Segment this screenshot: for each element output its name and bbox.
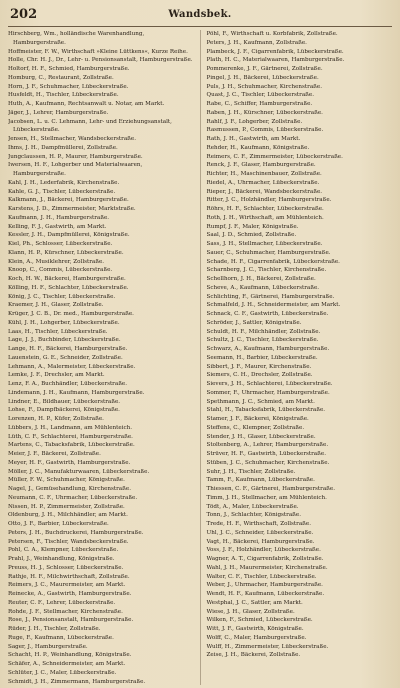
directory-entry: Wendt, H. F., Kaufmann, Lübeckerstraße. xyxy=(206,591,325,597)
directory-entry: Lemke, J. F., Drechsler, am Markt. xyxy=(8,372,105,379)
directory-entry: Wiese, J. H., Glaser, Zollstraße. xyxy=(206,608,295,615)
directory-entry: Seemann, H., Barbier, Lübeckerstraße. xyxy=(206,354,318,361)
directory-entry: Rose, J., Pensionsanstalt, Hamburgerstraße. xyxy=(8,617,134,624)
directory-entry: Kraemer, J. H., Glaser, Zollstraße. xyxy=(8,302,104,309)
directory-entry: Hirschberg, Wm., holländische Warenhandlung, Hamburgerstraße. xyxy=(8,31,145,46)
directory-entry: König, J. C., Tischler, Lübeckerstraße. xyxy=(8,293,116,300)
directory-entry: Jacobsen, L. u. C. Lehmann, Lehr- und Erziehungsanstalt, Lübeckerstraße. xyxy=(8,118,172,134)
directory-entry: Wagner, A. T., Cigarrenfabrik, Zollstraße. xyxy=(206,556,324,562)
directory-entry: Schmalfeld, J. H., Schneidermeister, am Markt. xyxy=(206,302,341,309)
directory-entry: Rabe, C., Schiffer, Hamburgerstraße. xyxy=(206,101,313,107)
directory-entry: Scheve, A., Kaufmann, Lübeckerstraße. xyxy=(206,284,320,291)
directory-entry: Rath, J. H., Gastwirth, am Markt. xyxy=(206,136,301,142)
directory-entry: Sievers, J. H., Schlachterei, Lübeckerstraße. xyxy=(206,381,333,387)
directory-entry: Kiel, Ph., Schlosser, Lübeckerstraße. xyxy=(8,241,113,247)
directory-entry: Krüger, J. C. B., Dr. med., Hamburgerstraße. xyxy=(8,311,134,317)
directory-entry: Renck, J. F., Glaser, Hamburgerstraße. xyxy=(206,162,316,169)
directory-entry: Müller, F. W., Schuhmacher, Königstraße. xyxy=(8,477,125,484)
directory-entry: Schlichting, F., Gärtnerei, Hamburgerstraße. xyxy=(206,293,335,300)
directory-entry: Schlüter, J. C., Maler, Lübeckerstraße. xyxy=(8,669,117,676)
directory-entry: Wilken, F., Schmied, Lübeckerstraße. xyxy=(206,617,313,624)
column-divider xyxy=(200,30,201,685)
directory-entry: Stender, J. H., Glaser, Lübeckerstraße. xyxy=(206,433,316,440)
directory-entry: Schmidt, J. H., Zimmermann, Hamburgerstraße. xyxy=(8,678,146,685)
directory-entry: Schwarz, A., Kaufmann, Hamburgerstraße. xyxy=(206,346,330,352)
directory-entry: Schade, H. F., Cigarrenfabrik, Lübeckerstraße. xyxy=(206,258,340,265)
directory-entry: Pingel, J. H., Bäckerei, Lübeckerstraße. xyxy=(206,74,319,81)
directory-entry: Martens, C., Tabacksfabrik, Lübeckerstraße. xyxy=(8,442,135,449)
directory-entry: Stahl, H., Tabacksfabrik, Lübeckerstraße. xyxy=(206,407,326,414)
directory-entry: Rohde, J. F., Stellmacher, Kirchenstraße. xyxy=(8,608,123,615)
directory-entry: Kahle, G. J., Tischler, Lübeckerstraße. xyxy=(8,188,116,195)
directory-entry: Richter, H., Maschinenbauer, Zollstraße. xyxy=(206,171,322,177)
directory-entry: Wolff, C., Maler, Hamburgerstraße. xyxy=(206,634,307,641)
directory-entry: Huth, A., Kaufmann, Rechtsanwalt u. Notar, am Markt. xyxy=(8,101,165,107)
directory-entry: Lehmann, A., Malermeister, Lübeckerstraße. xyxy=(8,363,136,370)
directory-entry: Kühl, J. H., Lohgerber, Lübeckerstraße. xyxy=(8,319,120,326)
directory-entry: Klein, A., Musiklehrer, Zollstraße. xyxy=(8,258,105,265)
directory-entry: Rahlf, J. F., Lohgerber, Zollstraße. xyxy=(206,118,303,125)
directory-entry: Zeise, J. H., Bäckerei, Zollstraße. xyxy=(206,652,301,659)
directory-entry: Nissen, H. P., Zimmermeister, Zollstraße. xyxy=(8,503,125,510)
directory-entry: Rüder, J. H., Tischler, Zollstraße. xyxy=(8,626,101,632)
directory-entry: Reinecke, A., Gastwirth, Hamburgerstraße. xyxy=(8,591,132,597)
directory-entry: Sass, J. H., Stellmacher, Lübeckerstraße. xyxy=(206,241,323,247)
directory-entry: Schellhorn, J. H., Bäckerei, Zollstraße. xyxy=(206,276,316,282)
directory-entry: Tamm, F., Kaufmann, Lübeckerstraße. xyxy=(206,477,315,484)
directory-entry: Lenz, F. A., Buchhändler, Lübeckerstraße. xyxy=(8,381,128,387)
directory-entry: Petersen, F., Tischler, Wandsbeckerstraße. xyxy=(8,538,129,545)
directory-entry: Jäger, J., Lehrer, Hamburgerstraße. xyxy=(8,109,109,116)
directory-entry: Nagel, J., Gemüsehandlung, Kirchenstraße. xyxy=(8,486,131,492)
directory-entry: Oldenburg, J. H., Milchhändler, am Markt. xyxy=(8,512,128,519)
directory-entry: Reuter, C. F., Lehrer, Lübeckerstraße. xyxy=(8,599,116,606)
directory-entry: Röhrs, H. F., Schlachter, Lübeckerstraße. xyxy=(206,206,324,212)
directory-entry: Preuss, H. J., Schlosser, Lübeckerstraße. xyxy=(8,564,124,571)
directory-entry: Koch, H. W., Bäckerei, Hamburgerstraße. xyxy=(8,276,126,282)
directory-entry: Riedel, A., Uhrmacher, Lübeckerstraße. xyxy=(206,179,320,186)
directory-entry: Sommer, F., Uhrmacher, Hamburgerstraße. xyxy=(206,389,330,396)
directory-entry: Holtorf, H. F., Schmied, Hamburgerstraße. xyxy=(8,66,130,72)
directory-entry: Tonn, J., Schlachter, Königstraße. xyxy=(206,512,301,519)
directory-entry: Rumpf, J. F., Maler, Königstraße. xyxy=(206,223,299,230)
directory-entry: Siemers, C. H., Drechsler, Zollstraße. xyxy=(206,372,313,379)
directory-entry: Reimers, J. C., Maurermeister, am Markt. xyxy=(8,582,126,589)
directory-columns xyxy=(8,30,392,685)
directory-entry: Raben, J. H., Kürschner, Lübeckerstraße. xyxy=(206,109,323,116)
page-header xyxy=(8,6,392,27)
directory-entry: Sauer, C., Schuhmacher, Hamburgerstraße. xyxy=(206,249,331,256)
directory-entry: Walter, C. F., Tischler, Lübeckerstraße. xyxy=(206,573,317,580)
directory-entry: Pommerenke, J. F., Gärtnerei, Zollstraße. xyxy=(206,66,323,72)
directory-entry: Horn, J. F., Schuhmacher, Lübeckerstraße. xyxy=(8,83,129,90)
directory-entry: Lorenzen, H. P., Küfer, Zollstraße. xyxy=(8,416,104,422)
page-number: 202 xyxy=(10,7,38,22)
directory-entry: Reimers, C. F., Zimmermeister, Lübeckerstraße. xyxy=(206,153,343,160)
directory-entry: Sager, J., Hamburgerstraße. xyxy=(8,643,88,650)
directory-entry: Quast, J. C., Tischler, Lübeckerstraße. xyxy=(206,92,314,99)
directory-entry: Klann, H. P., Kürschner, Lübeckerstraße. xyxy=(8,249,124,256)
directory-entry: Meyer, H. F., Gastwirth, Hamburgerstraße. xyxy=(8,459,131,466)
directory-entry: Schacht, H. P., Weinhandlung, Königstraße. xyxy=(8,652,132,659)
directory-entry: Rieper, J., Bäckerei, Wandsbeckerstraße. xyxy=(206,188,323,195)
directory-entry: Möller, J. C., Manufakturwaaren, Lübeckerstraße. xyxy=(8,468,150,475)
directory-entry: Lohse, F., Dampfbäckerei, Königstraße. xyxy=(8,407,120,414)
directory-entry: Husfeldt, H., Tischler, Lübeckerstraße. xyxy=(8,92,119,99)
directory-entry: Kelling, F. J., Gastwirth, am Markt. xyxy=(8,223,107,230)
directory-entry: Tödt, A., Maler, Lübeckerstraße. xyxy=(206,503,299,510)
directory-entry: Steffens, C., Klempner, Zollstraße. xyxy=(206,424,305,431)
directory-entry: Ihms, J. H., Dampfmüllerei, Zollstraße. xyxy=(8,144,118,151)
directory-entry: Sibbert, J. F., Maurer, Kirchenstraße. xyxy=(206,363,312,370)
directory-entry: Timm, J. H., Stellmacher, am Mühlenteich. xyxy=(206,494,327,501)
directory-entry: Plath, H. C., Materialwaaren, Hamburgerstraße. xyxy=(206,57,345,64)
directory-entry: Prahl, J., Weinhandlung, Königstraße. xyxy=(8,556,115,562)
directory-entry: Pohl, C. A., Klempner, Lübeckerstraße. xyxy=(8,547,119,554)
directory-entry: Homburg, C., Restaurant, Zollstraße. xyxy=(8,74,114,81)
directory-entry: Peters, J. H., Buchdruckerei, Hamburgerstraße. xyxy=(8,529,144,536)
left-column xyxy=(8,30,194,685)
directory-entry: Kalkmann, J., Bäckerei, Hamburgerstraße. xyxy=(8,197,129,204)
directory-entry: Lindner, E., Bildhauer, Lübeckerstraße. xyxy=(8,398,121,405)
directory-entry: Karstens, J. D., Zimmermeister, Marktstraße. xyxy=(8,206,136,212)
directory-entry: Spethmann, J. C., Schmied, am Markt. xyxy=(206,398,315,405)
directory-entry: Pöhl, F., Wirthschaft u. Korbfabrik, Zollstraße. xyxy=(206,31,338,37)
directory-entry: Voss, J. F., Holzhändler, Lübeckerstraße. xyxy=(206,547,321,554)
directory-entry: Roth, J. H., Wirthschaft, am Mühlenteich. xyxy=(206,214,324,221)
directory-entry: Rathje, H. F., Milchwirthschaft, Zollstraße. xyxy=(8,573,130,580)
directory-entry: Saal, J. D., Schmied, Zollstraße. xyxy=(206,232,297,239)
directory-entry: Schnack, C. F., Gastwirth, Lübeckerstraße. xyxy=(206,311,329,317)
directory-entry: Strüver, H. F., Gastwirth, Lübeckerstraße. xyxy=(206,451,326,457)
directory-entry: Scharnberg, J. C., Tischler, Kirchenstraße. xyxy=(206,267,327,274)
directory-entry: Rehder, H., Kaufmann, Königstraße. xyxy=(206,144,310,151)
directory-entry: Neumann, C. F., Uhrmacher, Lübeckerstraße. xyxy=(8,494,138,501)
directory-entry: Thiessen, C. F., Gärtnerei, Hamburgerstraße. xyxy=(206,486,335,492)
directory-entry: Witt, J. F., Gastwirth, Königstraße. xyxy=(206,626,304,632)
directory-entry: Lindemann, J. H., Kaufmann, Hamburgerstraße. xyxy=(8,389,145,396)
directory-entry: Otto, J. F., Barbier, Lübeckerstraße. xyxy=(8,521,109,527)
directory-entry: Jensen, H., Stellmacher, Wandsbeckerstraße. xyxy=(8,136,136,142)
directory-entry: Schuldt, H. F., Milchhändler, Zollstraße. xyxy=(206,328,321,335)
directory-entry: Stüben, J. C., Schuhmacher, Kirchenstraße. xyxy=(206,459,330,466)
directory-entry: Kahl, J. H., Lederfabrik, Kirchenstraße. xyxy=(8,179,120,186)
directory-entry: Suhr, J. H., Tischler, Zollstraße. xyxy=(206,468,296,475)
directory-entry: Lage, J. J., Buchbinder, Lübeckerstraße. xyxy=(8,337,121,344)
directory-entry: Uhl, J. C., Schneider, Lübeckerstraße. xyxy=(206,529,314,536)
directory-entry: Kessler, J. H., Dampfmüllerei, Königstraße. xyxy=(8,232,130,239)
directory-entry: Lauenstein, G. E., Schneider, Zollstraße. xyxy=(8,354,123,361)
directory-entry: Schröder, J., Sattler, Königstraße. xyxy=(206,319,302,326)
directory-entry: Wahl, J. H., Maurermeister, Kirchenstraße. xyxy=(206,564,328,571)
directory-entry: Meier, J. F., Bäckerei, Zollstraße. xyxy=(8,451,101,457)
directory-entry: Schäfer, A., Schneidermeister, am Markt. xyxy=(8,661,126,667)
directory-entry: Kölling, H. F., Schlachter, Lübeckerstraße. xyxy=(8,284,129,291)
directory-entry: Lüth, C. F., Schlachterei, Hamburgerstraße. xyxy=(8,433,133,440)
directory-entry: Stoltenberg, A., Lehrer, Hamburgerstraße. xyxy=(206,442,329,449)
directory-entry: Jungclaussen, H. P., Maurer, Hamburgerstraße. xyxy=(8,153,143,160)
directory-entry: Holle, Chr. H. J., Dr., Lehr- u. Pensionsanstalt, Hamburgerstraße. xyxy=(8,57,193,64)
directory-entry: Kaufmann, J. H., Hamburgerstraße. xyxy=(8,214,110,221)
running-title: Wandsbek. xyxy=(168,9,232,20)
directory-entry: Knoop, C., Commis, Lübeckerstraße. xyxy=(8,267,113,274)
directory-entry: Weber, J., Uhrmacher, Hamburgerstraße. xyxy=(206,582,323,589)
right-column xyxy=(207,30,393,685)
directory-entry: Lübbers, J. H., Landmann, am Mühlenteich. xyxy=(8,424,133,431)
directory-entry: Laas, H., Tischler, Lübeckerstraße. xyxy=(8,328,108,335)
directory-entry: Westphal, J. C., Sattler, am Markt. xyxy=(206,599,303,606)
directory-entry: Wulff, H., Zimmermeister, Lübeckerstraße. xyxy=(206,643,329,650)
directory-entry: Trede, H. F., Wirthschaft, Zollstraße. xyxy=(206,521,312,527)
directory-entry: Schultz, J. C., Tischler, Lübeckerstraße. xyxy=(206,337,319,344)
directory-entry: Plambeck, J. F., Cigarrenfabrik, Lübeckerstraße. xyxy=(206,48,344,55)
directory-entry: Puls, J. H., Schuhmacher, Kirchenstraße. xyxy=(206,83,322,90)
directory-entry: Vagt, H., Bäckerei, Hamburgerstraße. xyxy=(206,538,315,545)
directory-entry: Iwersen, H. F., Lohgerber und Materialwaaren, Hamburgerstraße. xyxy=(8,162,143,177)
directory-entry: Stamer, J. F., Bäckerei, Königstraße. xyxy=(206,416,309,422)
directory-entry: Ritter, J. C., Holzhändler, Hamburgerstraße. xyxy=(206,197,332,204)
directory-entry: Hoffmeister, F. W., Wirthschaft »Kleine Lüttkens«, Kurze Reihe. xyxy=(8,48,188,55)
directory-entry: Rasmussen, P., Commis, Lübeckerstraße. xyxy=(206,127,324,134)
directory-entry: Lange, H. F., Bäckerei, Hamburgerstraße. xyxy=(8,346,128,352)
directory-entry: Ruge, F., Kaufmann, Lübeckerstraße. xyxy=(8,634,114,641)
directory-entry: Peters, J. H., Kaufmann, Zollstraße. xyxy=(206,39,307,46)
